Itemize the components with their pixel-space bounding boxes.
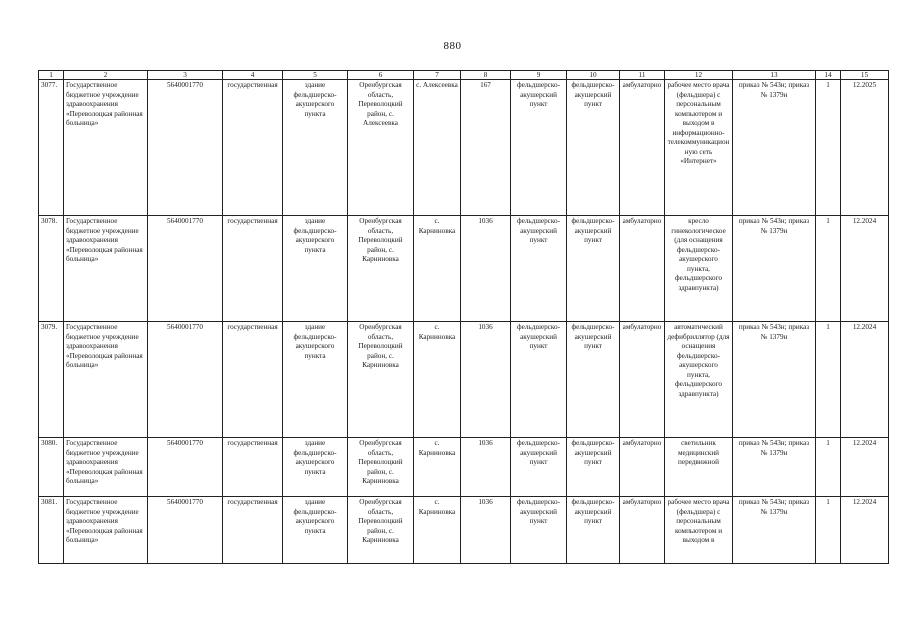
inn-cell: 5640001770 — [148, 322, 223, 438]
unit-type-cell: фельдшерско-акушерский пункт — [511, 80, 567, 216]
building-cell: здание фельдшерско-акушерского пункта — [283, 438, 348, 497]
settlement-cell: с. Карниновка — [414, 438, 461, 497]
row-number: 3079. — [39, 322, 64, 438]
registry-table — [38, 70, 889, 564]
table-row — [39, 216, 889, 322]
unit-type-cell: фельдшерско-акушерский пункт — [511, 438, 567, 497]
unit-profile-cell: фельдшерско-акушерский пункт — [567, 322, 620, 438]
row-number: 3078. — [39, 216, 64, 322]
equipment-cell: рабочее место врача (фельдшера) с персональным компьютером и выходом в информационно-телекоммуникационную сеть «Интернет» — [665, 80, 733, 216]
equipment-cell: светильник медицинский передвижной — [665, 438, 733, 497]
page-number: 880 — [443, 40, 462, 52]
quantity-cell: 1 — [816, 322, 841, 438]
quantity-cell: 1 — [816, 438, 841, 497]
row-number: 3080. — [39, 438, 64, 497]
unit-profile-cell: фельдшерско-акушерский пункт — [567, 80, 620, 216]
column-header: 14 — [816, 71, 841, 80]
order-cell: приказ № 543н; приказ № 1379н — [733, 438, 816, 497]
order-cell: приказ № 543н; приказ № 1379н — [733, 497, 816, 564]
column-header: 10 — [567, 71, 620, 80]
column-header: 12 — [665, 71, 733, 80]
order-cell: приказ № 543н; приказ № 1379н — [733, 216, 816, 322]
column-header: 2 — [64, 71, 148, 80]
ownership-cell: государственная — [223, 80, 283, 216]
row-number: 3077. — [39, 80, 64, 216]
header-row — [39, 71, 889, 80]
ownership-cell: государственная — [223, 216, 283, 322]
population-cell: 1036 — [461, 438, 511, 497]
table-row — [39, 497, 889, 564]
building-cell: здание фельдшерско-акушерского пункта — [283, 216, 348, 322]
column-header: 1 — [39, 71, 64, 80]
unit-type-cell: фельдшерско-акушерский пункт — [511, 322, 567, 438]
date-cell: 12.2024 — [841, 322, 889, 438]
column-header: 6 — [348, 71, 414, 80]
care-form-cell: амбулаторно — [620, 80, 665, 216]
equipment-cell: кресло гинекологическое (для оснащения фельдшерско-акушерского пункта, фельдшерского здравпункта) — [665, 216, 733, 322]
quantity-cell: 1 — [816, 80, 841, 216]
table-row — [39, 80, 889, 216]
column-header: 7 — [414, 71, 461, 80]
care-form-cell: амбулаторно — [620, 497, 665, 564]
building-cell: здание фельдшерско-акушерского пункта — [283, 497, 348, 564]
unit-profile-cell: фельдшерско-акушерский пункт — [567, 216, 620, 322]
table-row — [39, 322, 889, 438]
unit-profile-cell: фельдшерско-акушерский пункт — [567, 438, 620, 497]
inn-cell: 5640001770 — [148, 80, 223, 216]
population-cell: 167 — [461, 80, 511, 216]
date-cell: 12.2024 — [841, 497, 889, 564]
building-cell: здание фельдшерско-акушерского пункта — [283, 322, 348, 438]
quantity-cell: 1 — [816, 497, 841, 564]
equipment-cell: автоматический дефибриллятор (для оснащения фельдшерско-акушерского пункта, фельдшерского здравпункта) — [665, 322, 733, 438]
inn-cell: 5640001770 — [148, 497, 223, 564]
settlement-cell: с. Карниновка — [414, 497, 461, 564]
population-cell: 1036 — [461, 497, 511, 564]
care-form-cell: амбулаторно — [620, 322, 665, 438]
settlement-cell: с. Карниновка — [414, 216, 461, 322]
address-cell: Оренбургская область, Переволоцкий район, с. Карниновка — [348, 497, 414, 564]
order-cell: приказ № 543н; приказ № 1379н — [733, 80, 816, 216]
column-header: 11 — [620, 71, 665, 80]
institution-name: Государственное бюджетное учреждение здравоохранения «Переволоцкая районная больница» — [64, 322, 148, 438]
column-header: 3 — [148, 71, 223, 80]
institution-name: Государственное бюджетное учреждение здравоохранения «Переволоцкая районная больница» — [64, 216, 148, 322]
table-row — [39, 438, 889, 497]
population-cell: 1036 — [461, 216, 511, 322]
institution-name: Государственное бюджетное учреждение здравоохранения «Переволоцкая районная больница» — [64, 497, 148, 564]
date-cell: 12.2024 — [841, 216, 889, 322]
unit-type-cell: фельдшерско-акушерский пункт — [511, 497, 567, 564]
population-cell: 1036 — [461, 322, 511, 438]
address-cell: Оренбургская область, Переволоцкий район, с. Карниновка — [348, 216, 414, 322]
quantity-cell: 1 — [816, 216, 841, 322]
column-header: 9 — [511, 71, 567, 80]
unit-profile-cell: фельдшерско-акушерский пункт — [567, 497, 620, 564]
row-number: 3081. — [39, 497, 64, 564]
ownership-cell: государственная — [223, 322, 283, 438]
order-cell: приказ № 543н; приказ № 1379н — [733, 322, 816, 438]
ownership-cell: государственная — [223, 438, 283, 497]
address-cell: Оренбургская область, Переволоцкий район, с. Карниновка — [348, 322, 414, 438]
column-header: 13 — [733, 71, 816, 80]
care-form-cell: амбулаторно — [620, 438, 665, 497]
date-cell: 12.2025 — [841, 80, 889, 216]
settlement-cell: с. Алексеевка — [414, 80, 461, 216]
institution-name: Государственное бюджетное учреждение здравоохранения «Переволоцкая районная больница» — [64, 438, 148, 497]
building-cell: здание фельдшерско-акушерского пункта — [283, 80, 348, 216]
column-header: 15 — [841, 71, 889, 80]
inn-cell: 5640001770 — [148, 216, 223, 322]
ownership-cell: государственная — [223, 497, 283, 564]
address-cell: Оренбургская область, Переволоцкий район, с. Алексеевка — [348, 80, 414, 216]
address-cell: Оренбургская область, Переволоцкий район, с. Карниновка — [348, 438, 414, 497]
column-header: 8 — [461, 71, 511, 80]
date-cell: 12.2024 — [841, 438, 889, 497]
care-form-cell: амбулаторно — [620, 216, 665, 322]
column-header: 5 — [283, 71, 348, 80]
column-header: 4 — [223, 71, 283, 80]
institution-name: Государственное бюджетное учреждение здравоохранения «Переволоцкая районная больница» — [64, 80, 148, 216]
settlement-cell: с. Карниновка — [414, 322, 461, 438]
unit-type-cell: фельдшерско-акушерский пункт — [511, 216, 567, 322]
inn-cell: 5640001770 — [148, 438, 223, 497]
equipment-cell: рабочее место врача (фельдшера) с персональным компьютером и выходом в — [665, 497, 733, 564]
